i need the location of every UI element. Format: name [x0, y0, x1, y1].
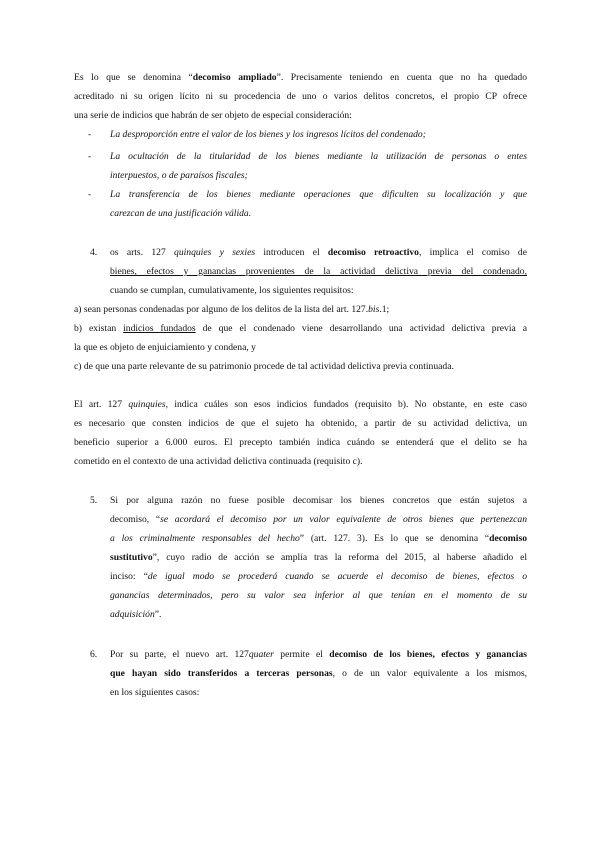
text-run: bis [368, 304, 380, 315]
text-run: , indica cuáles son esos indicios fundados (requisito b). No obstante, en este caso [165, 399, 527, 410]
text-run: decomiso, “ [110, 514, 161, 525]
numbered-item-4 [74, 243, 527, 300]
text-line [110, 548, 527, 567]
text-run: quinquies [128, 399, 166, 410]
intro-line-1 [74, 68, 527, 87]
text-line: interpuestos, o de paraísos fiscales; [110, 170, 248, 181]
text-line [110, 664, 527, 683]
text-line: beneficio superior a 6.000 euros. El precepto también indica cuándo se entenderá que el delito se ha [74, 437, 527, 448]
item-text [110, 243, 527, 300]
text-run: ” (art. 127. 3). Es lo que se denomina “ [299, 533, 490, 544]
intro-line-3: una serie de indicios que habrán de ser objeto de especial consideración: [74, 110, 352, 121]
text-run: os arts. 127 [110, 247, 175, 258]
text-run: Por su parte, el nuevo art. 127 [110, 649, 249, 660]
text-run: inciso: “ [110, 571, 148, 582]
list-dash: - [88, 189, 92, 200]
text-run: Es lo que se denomina “ [74, 72, 193, 83]
underlined-line: bienes, efectos y ganancias provenientes de la actividad delictiva previa del condenado, [110, 266, 527, 277]
list-item [88, 125, 527, 144]
text-run: introducen el [255, 247, 328, 258]
numbered-item-5 [74, 491, 527, 624]
list-dash: - [88, 151, 92, 162]
text-run: quinquies [174, 247, 212, 258]
bold-term: decomiso de los bienes, efectos y ganancias [329, 649, 527, 660]
underlined-term: indicios fundados [123, 323, 196, 334]
text-line: cometido en el contexto de una actividad delictiva continuada (requisito c). [74, 456, 363, 467]
text-line [74, 319, 527, 338]
text-line [110, 529, 527, 548]
text-run: de que el condenado viene desarrollando una actividad delictiva previa a [195, 323, 528, 334]
text-line [110, 645, 527, 664]
text-run: ”. [154, 609, 162, 620]
text-line: es necesario que consten indicios de que el sujeto ha obtenido, a partir de su actividad delictiva, un [74, 418, 527, 429]
item-number: 4. [90, 247, 98, 258]
text-run: ”. Precisamente teniendo en cuenta que no ha quedado [276, 72, 527, 83]
quote-text: adquisición [110, 609, 155, 620]
text-run: , o de un valor equivalente a los mismos, [332, 668, 527, 679]
requirement-c: c) de que una parte relevante de su patrimonio procede de tal actividad delictiva previa continuada. [74, 361, 454, 372]
item-text [110, 645, 527, 702]
term-decomiso-ampliado: decomiso ampliado [192, 72, 277, 83]
art127-paragraph [74, 395, 527, 471]
text-run: El art. 127 [74, 399, 129, 410]
item-number: 6. [90, 649, 98, 660]
intro-paragraph [74, 68, 527, 125]
text-run: , implica el comiso de [418, 247, 527, 258]
text-run: permite el [273, 649, 330, 660]
text-run: b) existan [74, 323, 124, 334]
text-line: Si por alguna razón no fuese posible decomisar los bienes concretos que están sujetos a [110, 495, 527, 506]
requirement-b [74, 319, 527, 357]
term-decomiso-sustitutivo: decomiso [489, 533, 527, 544]
numbered-item-6 [74, 645, 527, 702]
item-number: 5. [90, 495, 98, 506]
text-line: La desproporción entre el valor de los bienes y los ingresos lícitos del condenado; [110, 129, 426, 140]
list-item-text [110, 185, 527, 223]
list-item [88, 185, 527, 223]
text-run: quater [248, 649, 274, 660]
quote-text: ganancias determinados, pero su valor sea inferior al que tenían en el momento de su [110, 590, 527, 601]
intro-line-2: acreditado ni su origen lícito ni su procedencia de uno o varios delitos concretos, el propio CP ofrece [74, 91, 527, 102]
text-run: y [211, 247, 233, 258]
requirement-a [74, 300, 544, 319]
item-text [110, 491, 527, 624]
quote-text: se acordará el decomiso por un valor equivalente de otros bienes que pertenezcan [160, 514, 528, 525]
list-item-text [110, 125, 527, 144]
text-line: la que es objeto de enjuiciamiento y condena, y [74, 342, 256, 353]
text-line [110, 567, 527, 586]
text-run: ”, cuyo radio de acción se amplía tras la reforma del 2015, al haberse añadido el [152, 552, 527, 563]
text-line [110, 243, 527, 262]
quote-text: a los criminalmente responsables del hecho [110, 533, 300, 544]
text-run: a) sean personas condenadas por alguno de los delitos de la lista del art. 127. [74, 304, 369, 315]
list-item [88, 147, 527, 185]
term-decomiso-sustitutivo: sustitutivo [110, 552, 153, 563]
text-line: cuando se cumplan, cumulativamente, los siguientes requisitos: [110, 285, 354, 296]
text-line: La transferencia de los bienes mediante operaciones que dificulten su localización y que [110, 189, 527, 200]
text-line: en los siguientes casos: [110, 687, 200, 698]
text-run: .1; [379, 304, 390, 315]
quote-text: de igual modo se procederá cuando se acuerde el decomiso de bienes, efectos o [147, 571, 527, 582]
text-line: carezcan de una justificación válida. [110, 208, 252, 219]
text-line [110, 510, 527, 529]
bold-term: que hayan sido transferidos a terceras personas [110, 668, 333, 679]
text-line: La ocultación de la titularidad de los bienes mediante la utilización de personas o entes [110, 151, 527, 162]
term-decomiso-retroactivo: decomiso retroactivo [327, 247, 419, 258]
text-line [110, 605, 527, 624]
list-dash: - [88, 129, 92, 140]
text-run: sexies [232, 247, 256, 258]
list-item-text [110, 147, 527, 185]
text-line [74, 395, 527, 414]
